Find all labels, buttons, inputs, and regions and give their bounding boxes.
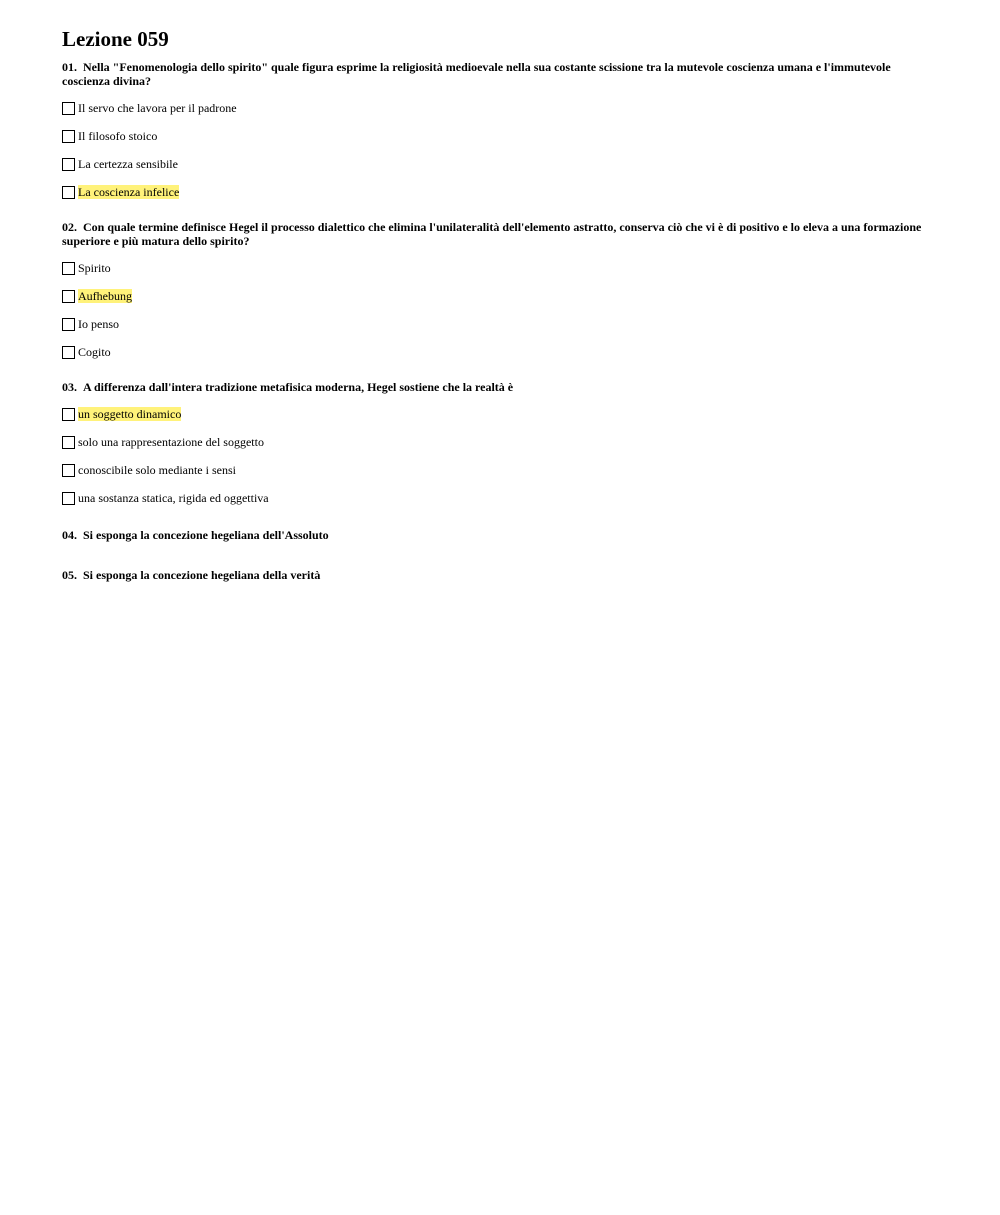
answer-label: conoscibile solo mediante i sensi [78, 463, 236, 477]
question-number: 04. [62, 528, 77, 542]
question-01 [62, 60, 922, 206]
answer-option[interactable] [62, 122, 922, 150]
question-body: Nella "Fenomenologia dello spirito" quale figura esprime la religiosità medioevale nella sua costante scissione tra la mutevole coscienza umana e l'immutevole coscienza divina? [62, 60, 891, 88]
answer-option[interactable] [62, 428, 922, 456]
answer-label: solo una rappresentazione del soggetto [78, 435, 264, 449]
answer-options [62, 254, 922, 366]
answer-options [62, 400, 922, 512]
question-02 [62, 220, 922, 366]
question-text [62, 568, 922, 582]
question-text [62, 220, 922, 248]
answer-option[interactable] [62, 150, 922, 178]
answer-checkbox[interactable] [62, 408, 75, 421]
answer-checkbox[interactable] [62, 436, 75, 449]
answer-checkbox[interactable] [62, 464, 75, 477]
answer-checkbox[interactable] [62, 186, 75, 199]
question-text [62, 528, 922, 542]
answer-label: Spirito [78, 261, 111, 275]
answer-options [62, 94, 922, 206]
question-text [62, 60, 922, 88]
answer-label: La certezza sensibile [78, 157, 178, 171]
answer-checkbox[interactable] [62, 158, 75, 171]
answer-checkbox[interactable] [62, 492, 75, 505]
answer-option[interactable] [62, 400, 922, 428]
page-title: Lezione 059 [62, 27, 169, 51]
question-body: A differenza dall'intera tradizione metafisica moderna, Hegel sostiene che la realtà è [83, 380, 514, 394]
answer-option[interactable] [62, 456, 922, 484]
answer-label-highlighted: Aufhebung [78, 289, 132, 303]
answer-checkbox[interactable] [62, 262, 75, 275]
question-body: Si esponga la concezione hegeliana dell'Assoluto [83, 528, 329, 542]
question-body: Si esponga la concezione hegeliana della verità [83, 568, 321, 582]
answer-checkbox[interactable] [62, 346, 75, 359]
answer-checkbox[interactable] [62, 130, 75, 143]
answer-option[interactable] [62, 310, 922, 338]
answer-option[interactable] [62, 254, 922, 282]
question-05 [62, 568, 922, 582]
document-page [62, 26, 922, 582]
answer-checkbox[interactable] [62, 318, 75, 331]
question-number: 05. [62, 568, 77, 582]
question-number: 03. [62, 380, 77, 394]
answer-option[interactable] [62, 338, 922, 366]
answer-label-highlighted: un soggetto dinamico [78, 407, 182, 421]
answer-label-highlighted: La coscienza infelice [78, 185, 180, 199]
question-number: 02. [62, 220, 77, 234]
answer-label: Il servo che lavora per il padrone [78, 101, 237, 115]
answer-option[interactable] [62, 94, 922, 122]
question-03 [62, 380, 922, 512]
question-text [62, 380, 922, 394]
answer-option[interactable] [62, 484, 922, 512]
question-number: 01. [62, 60, 77, 74]
question-body: Con quale termine definisce Hegel il processo dialettico che elimina l'unilateralità dell'elemento astratto, conserva ciò che vi è di positivo e lo eleva a una formazione superiore e più matura dello spirito? [62, 220, 922, 248]
answer-checkbox[interactable] [62, 102, 75, 115]
answer-checkbox[interactable] [62, 290, 75, 303]
answer-label: una sostanza statica, rigida ed oggettiva [78, 491, 269, 505]
answer-label: Cogito [78, 345, 111, 359]
answer-label: Io penso [78, 317, 119, 331]
question-04 [62, 528, 922, 542]
answer-option[interactable] [62, 282, 922, 310]
answer-option[interactable] [62, 178, 922, 206]
answer-label: Il filosofo stoico [78, 129, 158, 143]
